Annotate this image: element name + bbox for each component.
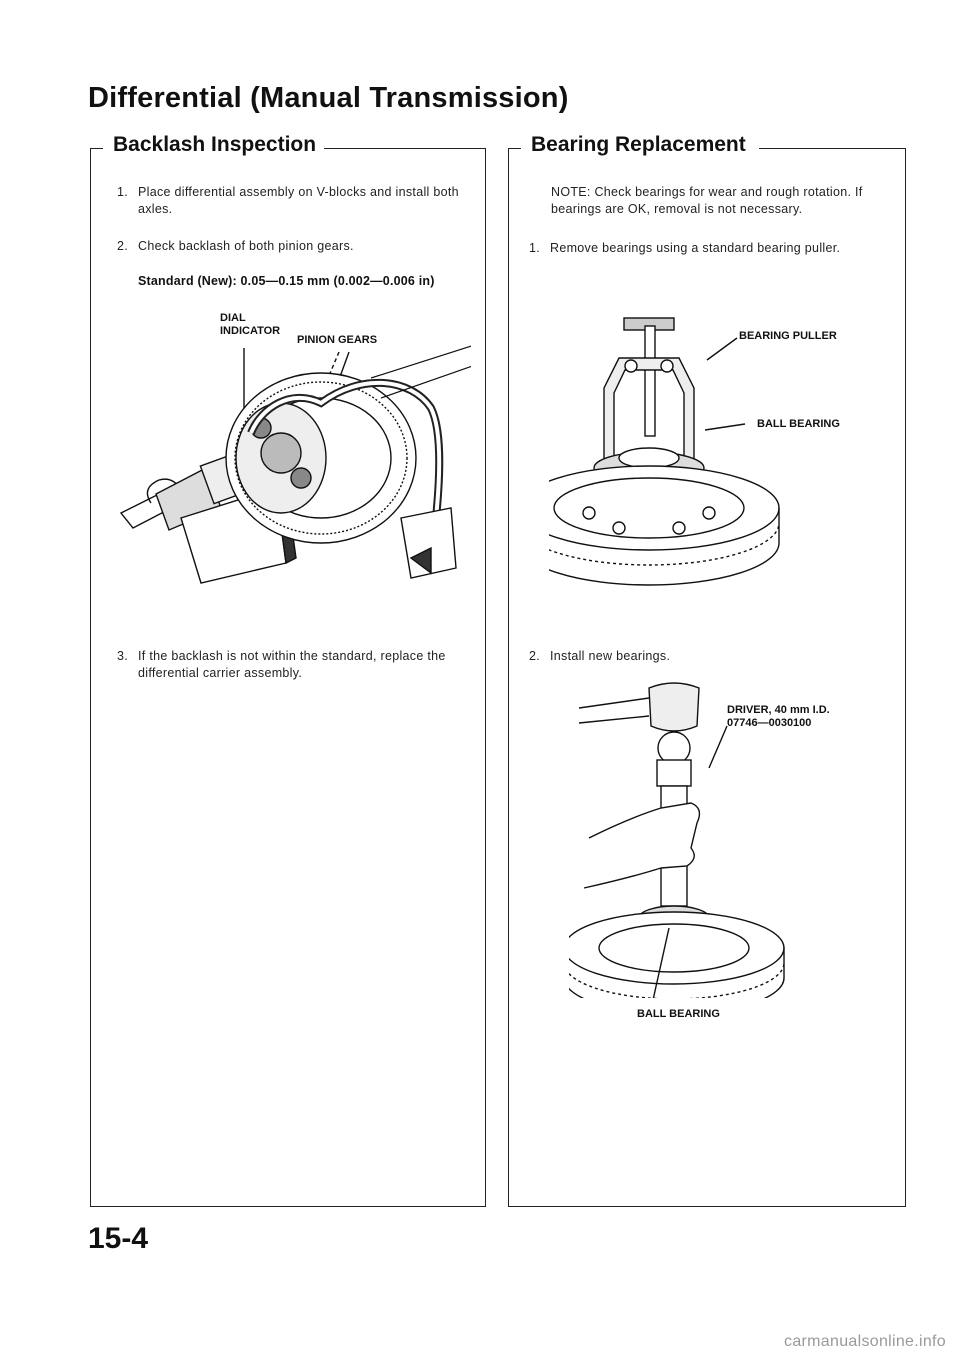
hammer-head xyxy=(649,683,699,731)
bearing-step-2 xyxy=(529,648,899,665)
bearing-replacement-heading: Bearing Replacement xyxy=(523,133,754,157)
page-title: Differential (Manual Transmission) xyxy=(88,82,569,114)
step-text: Install new bearings. xyxy=(550,649,671,663)
bearing-puller-leader-line xyxy=(707,338,737,360)
panel-top-rule xyxy=(759,148,905,149)
backlash-inspection-panel xyxy=(90,133,486,1207)
bearing-note: NOTE: Check bearings for wear and rough rotation. If bearings are OK, removal is not necessary. xyxy=(551,185,863,216)
step-text: Remove bearings using a standard bearing puller. xyxy=(550,241,841,255)
axle-right xyxy=(371,343,471,378)
bearing-installation-illustration xyxy=(569,678,869,998)
ball-bearing-callout-bottom: BALL BEARING xyxy=(637,1008,720,1020)
step-number: 1. xyxy=(117,185,129,199)
hammer-handle xyxy=(579,716,649,723)
bearing-puller-illustration xyxy=(549,308,859,588)
page-number: 15-4 xyxy=(88,1222,149,1255)
backlash-standard xyxy=(138,274,435,288)
bearing-step-1 xyxy=(529,240,899,257)
pinion-gear xyxy=(291,468,311,488)
watermark: carmanualsonline.info xyxy=(784,1333,946,1350)
step-number: 1. xyxy=(529,241,541,255)
bearing-replacement-panel xyxy=(508,133,906,1207)
driver-leader-line xyxy=(709,726,727,768)
step-number: 3. xyxy=(117,649,129,663)
dial-indicator-callout: DIAL INDICATOR xyxy=(220,312,281,337)
step-number: 2. xyxy=(117,239,129,253)
backlash-step-1 xyxy=(117,184,467,218)
panel-top-rule xyxy=(323,148,485,149)
puller-pivot xyxy=(661,360,673,372)
standard-label: Standard (New): xyxy=(138,274,237,288)
step-text: If the backlash is not within the standard, replace the differential carrier assembly. xyxy=(138,649,446,680)
standard-value: 0.05—0.15 mm (0.002—0.006 in) xyxy=(240,274,435,288)
bearing-puller-callout: BEARING PULLER xyxy=(739,330,837,342)
bearing-inner-race xyxy=(619,448,679,468)
step-text: Check backlash of both pinion gears. xyxy=(138,239,354,253)
step-number: 2. xyxy=(529,649,541,663)
puller-pivot xyxy=(625,360,637,372)
panel-top-rule xyxy=(509,148,521,149)
driver-collar xyxy=(657,760,691,786)
ball-bearing-callout-top: BALL BEARING xyxy=(757,418,840,430)
ball-bearing-leader-line xyxy=(705,424,745,430)
hammer-handle xyxy=(579,698,649,708)
step-text: Place differential assembly on V-blocks and install both axles. xyxy=(138,185,459,216)
backlash-inspection-heading: Backlash Inspection xyxy=(105,133,324,157)
driver-ball xyxy=(658,732,690,764)
differential-backlash-illustration xyxy=(111,318,471,618)
gear-top xyxy=(569,912,784,984)
backlash-step-2 xyxy=(117,238,467,255)
panel-top-rule xyxy=(91,148,103,149)
puller-screw xyxy=(645,326,655,436)
backlash-step-3 xyxy=(117,648,472,682)
pinion-gear xyxy=(261,433,301,473)
pinion-gears-callout: PINION GEARS xyxy=(297,334,378,346)
driver-callout: DRIVER, 40 mm I.D. 07746—0030100 xyxy=(727,704,830,729)
